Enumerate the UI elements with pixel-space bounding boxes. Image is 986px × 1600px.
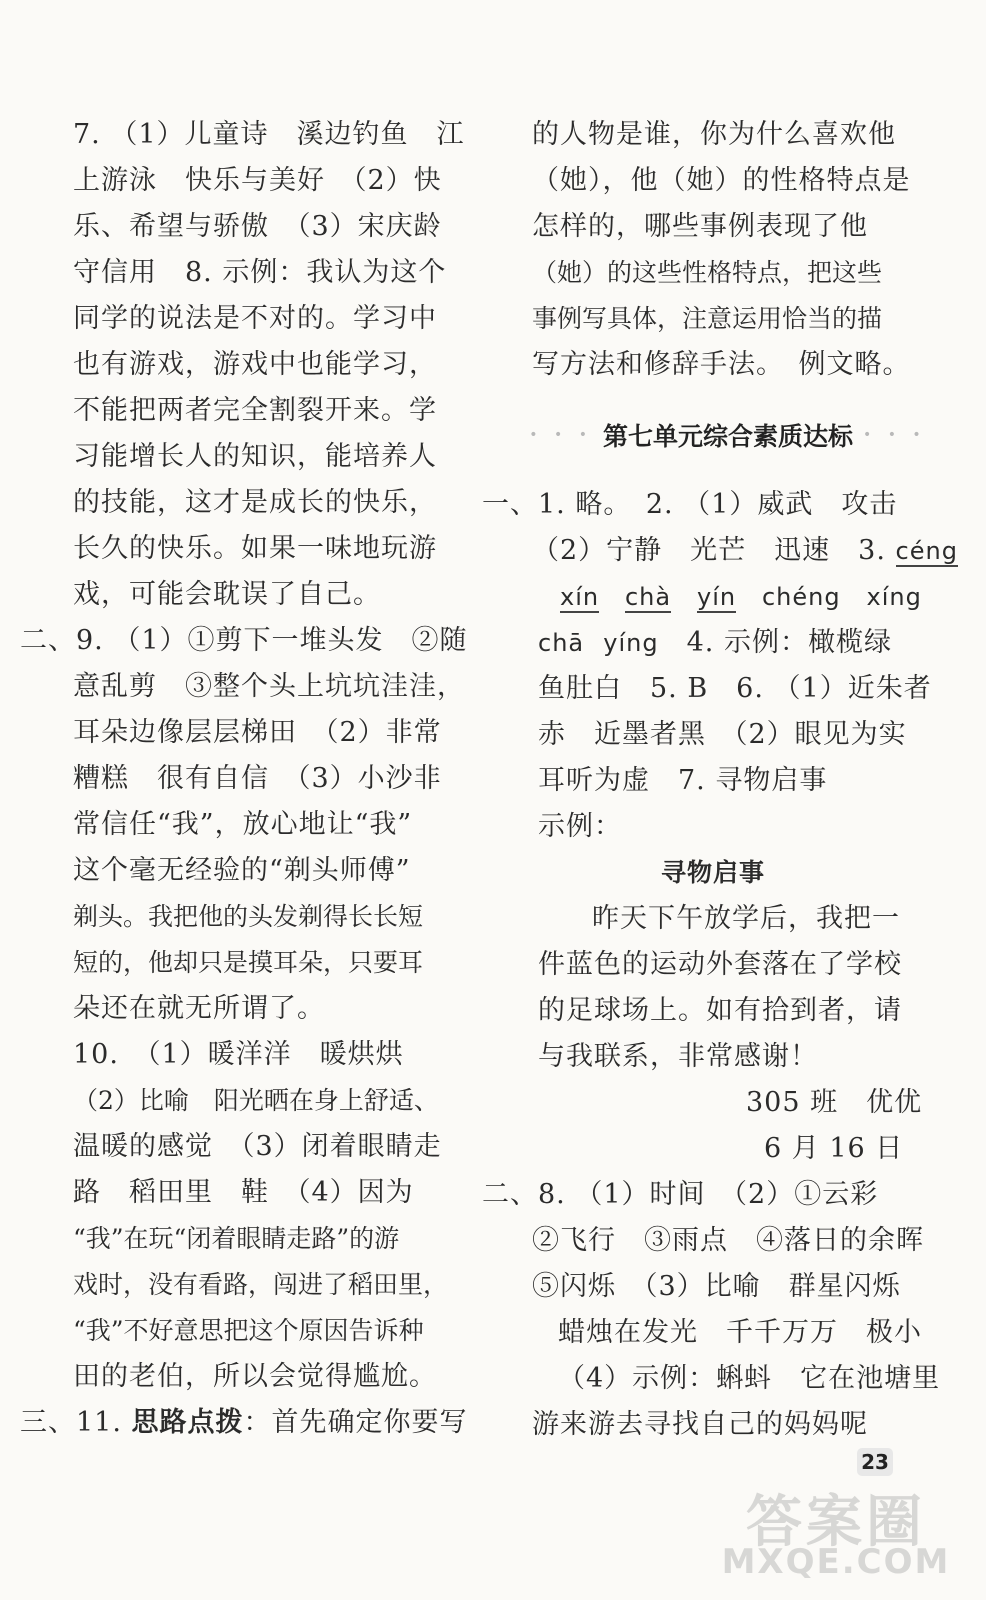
page-number: 23: [857, 1448, 893, 1476]
pinyin: yíng: [603, 629, 659, 657]
text-line: 戏时，没有看路，闯进了稻田里，: [73, 1270, 449, 1299]
text-line: 怎样的，哪些事例表现了他: [532, 211, 868, 242]
pinyin: yín: [697, 583, 737, 611]
text-line: 游来游去寻找自己的妈妈呢: [532, 1409, 868, 1440]
notice-date: 6 月 16 日: [764, 1133, 904, 1164]
q11-hint-label: 思路点拨: [131, 1407, 244, 1438]
pinyin-line-2: [560, 580, 922, 614]
text-line: 乐、希望与骄傲 （3）宋庆龄: [73, 211, 442, 242]
text-line: 示例：: [538, 811, 622, 842]
q11-number: 三、11.: [20, 1407, 132, 1438]
text-segment: （2）宁静 光芒 迅速 3.: [532, 535, 896, 566]
text-line: 戏，可能会耽误了自己。: [73, 579, 381, 610]
notice-line: 的足球场上。如有拾到者，请: [538, 995, 902, 1026]
text-line: 糟糕 很有自信 （3）小沙非: [73, 763, 442, 794]
text-line: “我”在玩“闭着眼睛走路”的游: [73, 1224, 400, 1253]
pinyin: xín: [560, 583, 600, 611]
text-line: 同学的说法是不对的。学习中: [73, 303, 437, 334]
section-title: [488, 417, 968, 453]
text-line: 习能增长人的知识，能培养人: [73, 441, 437, 472]
text-line: 常信任“我”，放心地让“我”: [73, 809, 413, 840]
watermark-cn: 答案圈: [746, 1490, 926, 1555]
text-line: 不能把两者完全割裂开来。学: [73, 395, 437, 426]
notice-signature: 305 班 优优: [746, 1087, 923, 1118]
text-line: 田的老伯，所以会觉得尴尬。: [73, 1361, 437, 1392]
text-line: 耳朵边像层层梯田 （2）非常: [73, 717, 442, 748]
pinyin-line-1: [532, 534, 958, 568]
notice-line: 件蓝色的运动外套落在了学校: [538, 949, 902, 980]
text-line: （4）示例：蝌蚪 它在池塘里: [558, 1363, 941, 1394]
text-line: 守信用 8. 示例：我认为这个: [73, 257, 447, 288]
text-line: 蜡烛在发光 千千万万 极小: [558, 1317, 922, 1348]
text-line: 赤 近墨者黑 （2）眼见为实: [538, 719, 907, 750]
notice-title: 寻物启事: [660, 858, 765, 887]
text-line: 意乱剪 ③整个头上坑坑洼洼，: [73, 671, 465, 702]
text-line: ②飞行 ③雨点 ④落日的余晖: [532, 1225, 924, 1256]
text-line: 温暖的感觉 （3）闭着眼睛走: [73, 1131, 442, 1162]
watermark-logo: [706, 1478, 976, 1593]
text-line: （她），他（她）的性格特点是: [532, 165, 911, 196]
text-line: 7. （1）儿童诗 溪边钓鱼 江: [73, 119, 465, 150]
pinyin: chà: [624, 583, 672, 611]
text-line: 的技能，这才是成长的快乐，: [73, 487, 437, 518]
text-line: （2）比喻 阳光晒在身上舒适、: [73, 1086, 439, 1115]
text-line: 二、9. （1）①剪下一堆头发 ②随: [20, 625, 468, 656]
text-line: 一、1. 略。 2. （1）威武 攻击: [482, 489, 898, 520]
q11-line: [20, 1406, 468, 1440]
text-line: 路 稻田里 鞋 （4）因为: [73, 1177, 414, 1208]
text-line: ⑤闪烁 （3）比喻 群星闪烁: [532, 1271, 901, 1302]
notice-line: 与我联系，非常感谢！: [538, 1041, 818, 1072]
pinyin: céng: [895, 537, 958, 565]
text-line: 耳听为虚 7. 寻物启事: [538, 765, 828, 796]
pinyin-line-3: [538, 626, 892, 660]
text-line: （她）的这些性格特点，把这些: [532, 258, 883, 287]
pinyin: xíng: [866, 583, 922, 611]
notice-line: 昨天下午放学后，我把一: [592, 903, 900, 934]
text-line: 二、8. （1）时间 （2）①云彩: [482, 1179, 879, 1210]
decor-dots: • • •: [863, 427, 927, 443]
text-line: 长久的快乐。如果一味地玩游: [73, 533, 437, 564]
text-line: “我”不好意思把这个原因告诉种: [73, 1316, 424, 1345]
text-line: 上游泳 快乐与美好 （2）快: [73, 165, 442, 196]
text-line: 朵还在就无所谓了。: [73, 993, 325, 1024]
text-line: 也有游戏，游戏中也能学习，: [73, 349, 437, 380]
section-title-text: 第七单元综合素质达标: [602, 422, 853, 451]
text-line: 剃头。我把他的头发剃得长长短: [73, 902, 424, 931]
pinyin: chā: [538, 629, 585, 657]
text-segment: 4. 示例：橄榄绿: [658, 627, 892, 658]
watermark-en: MXQE.COM: [721, 1542, 951, 1582]
text-line: 鱼肚白 5. B 6. （1）近朱者: [538, 673, 932, 704]
text-line: 短的，他却只是摸耳朵，只要耳: [73, 948, 424, 977]
text-line: 写方法和修辞手法。 例文略。: [532, 349, 911, 380]
text-line: 事例写具体，注意运用恰当的描: [532, 304, 883, 333]
decor-dots: • • •: [529, 427, 593, 443]
text-line: 的人物是谁，你为什么喜欢他: [532, 119, 896, 150]
q11-text: ：首先确定你要写: [243, 1407, 468, 1438]
text-line: 这个毫无经验的“剃头师傅”: [73, 855, 411, 886]
text-line: 10. （1）暖洋洋 暖烘烘: [73, 1039, 404, 1070]
pinyin: chéng: [761, 583, 841, 611]
